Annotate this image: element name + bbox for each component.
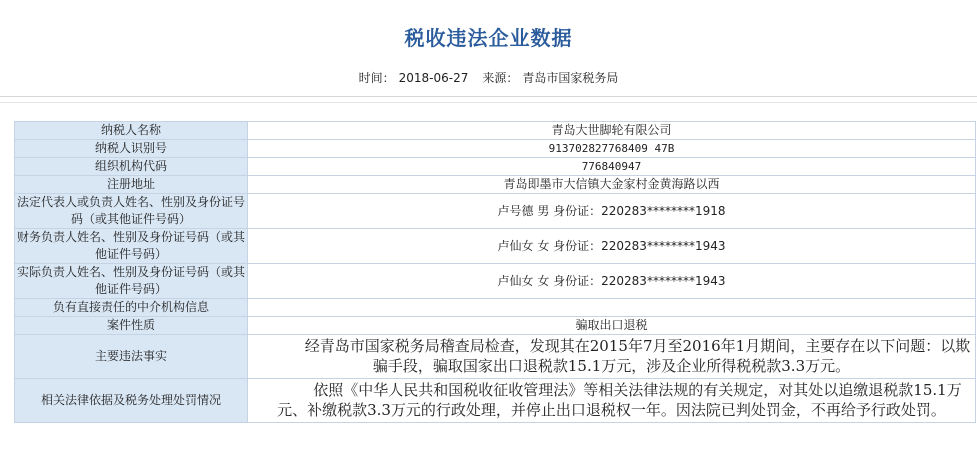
row-label: 主要违法事实 — [15, 335, 248, 379]
table-row — [15, 158, 976, 176]
table-row — [15, 335, 976, 379]
time-value: 2018-06-27 — [398, 71, 469, 85]
row-label: 纳税人名称 — [15, 122, 248, 140]
table-row — [15, 229, 976, 264]
row-value: 913702827768409 47B — [248, 140, 976, 158]
violation-facts-text: 经青岛市国家税务局稽查局检查，发现其在2015年7月至2016年1月期间，主要存在以下问题：以欺骗手段，骗取国家出口退税款15.1万元，涉及企业所得税税款3.3万元。 — [304, 337, 971, 375]
table-row — [15, 176, 976, 194]
row-label: 案件性质 — [15, 317, 248, 335]
table-row — [15, 264, 976, 299]
row-label: 组织机构代码 — [15, 158, 248, 176]
row-value: 776840947 — [248, 158, 976, 176]
header-divider-secondary — [0, 102, 977, 103]
page-title: 税收违法企业数据 — [404, 26, 573, 50]
penalty-text: 依照《中华人民共和国税收征收管理法》等相关法律法规的有关规定，对其处以追缴退税款15.1万元、补缴税款3.3万元的行政处理，并停止出口退税权一年。因法院已判处罚金，不再给予行政处罚。 — [277, 381, 962, 419]
row-value: 骗取出口退税 — [248, 317, 976, 335]
row-label: 纳税人识别号 — [15, 140, 248, 158]
row-value: 卢号德 男 身份证：220283********1918 — [248, 194, 976, 229]
row-value — [248, 299, 976, 317]
row-value: 青岛大世脚轮有限公司 — [248, 122, 976, 140]
row-label: 相关法律依据及税务处理处罚情况 — [15, 379, 248, 423]
header-divider — [0, 96, 977, 97]
row-label: 负有直接责任的中介机构信息 — [15, 299, 248, 317]
source-value: 青岛市国家税务局 — [522, 71, 619, 85]
row-label: 法定代表人或负责人姓名、性别及身份证号码（或其他证件号码） — [15, 194, 248, 229]
table-row — [15, 194, 976, 229]
table-row — [15, 317, 976, 335]
row-value — [248, 379, 976, 423]
table-row — [15, 140, 976, 158]
time-label: 时间： — [358, 71, 395, 85]
row-label: 注册地址 — [15, 176, 248, 194]
table-row — [15, 379, 976, 423]
table-row — [15, 299, 976, 317]
table-row — [15, 122, 976, 140]
source-label: 来源： — [482, 71, 519, 85]
row-label: 财务负责人姓名、性别及身份证号码（或其他证件号码） — [15, 229, 248, 264]
row-value — [248, 335, 976, 379]
meta-line — [0, 69, 977, 86]
tax-violation-table — [14, 121, 976, 423]
row-value: 卢仙女 女 身份证：220283********1943 — [248, 264, 976, 299]
row-value: 卢仙女 女 身份证：220283********1943 — [248, 229, 976, 264]
row-value: 青岛即墨市大信镇大金家村金黄海路以西 — [248, 176, 976, 194]
row-label: 实际负责人姓名、性别及身份证号码（或其他证件号码） — [15, 264, 248, 299]
